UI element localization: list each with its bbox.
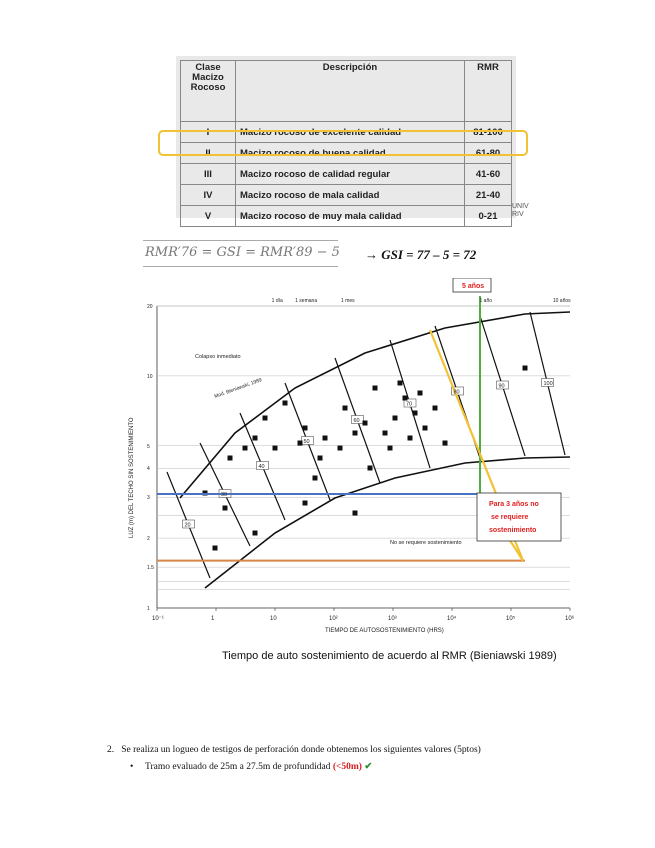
rmr-line-label: 30 <box>221 492 228 498</box>
data-point <box>353 511 358 516</box>
data-point <box>273 446 278 451</box>
data-point <box>303 501 308 506</box>
data-point <box>343 406 348 411</box>
data-point <box>313 476 318 481</box>
data-point <box>353 431 358 436</box>
cell-descripcion: Macizo rocoso de buena calidad <box>236 143 465 164</box>
rmr-standup-time-chart <box>125 278 585 663</box>
rmr-line-label: 40 <box>258 464 265 470</box>
data-point <box>523 366 528 371</box>
y-tick-label: 4 <box>147 466 150 473</box>
data-point <box>338 446 343 451</box>
formula-rule-bottom <box>143 266 338 267</box>
cell-descripcion: Macizo rocoso de excelente calidad <box>236 122 465 143</box>
bullet-dot: • <box>130 762 134 772</box>
formula-gsi-result: → GSI = 77 – 5 = 72 <box>365 247 477 262</box>
y-tick-label: 1.5 <box>147 565 154 572</box>
data-point <box>418 391 423 396</box>
annotation-no-support: No se requiere sostenimiento <box>390 540 462 546</box>
data-point <box>433 406 438 411</box>
data-point <box>398 381 403 386</box>
x-tick-label: 10⁴ <box>447 616 457 622</box>
duration-label: 1 mes <box>341 298 355 304</box>
label-3-anos-3: sostenimiento <box>489 527 537 534</box>
cell-rmr: 21-40 <box>465 185 512 206</box>
bullet-highlight: (<50m) <box>332 762 362 772</box>
y-tick-label: 3 <box>147 495 150 502</box>
data-point <box>408 436 413 441</box>
data-point <box>423 426 428 431</box>
cell-descripcion: Macizo rocoso de mala calidad <box>236 185 465 206</box>
header-descripcion: Descripción <box>236 61 465 122</box>
cell-clase: I <box>181 122 236 143</box>
cell-rmr: 61-80 <box>465 143 512 164</box>
rmr-line-label: 70 <box>406 401 413 408</box>
data-point <box>223 506 228 511</box>
row-highlight-frame <box>158 130 528 156</box>
question-text: Se realiza un logueo de testigos de perforación donde obtenemos los siguientes valores (5ptos) <box>121 745 481 755</box>
label-5-anos: 5 años <box>462 283 485 290</box>
data-point <box>388 446 393 451</box>
cell-descripcion: Macizo rocoso de muy mala calidad <box>236 206 465 227</box>
y-tick-label: 2 <box>147 536 150 543</box>
rmr-line-label: 90 <box>498 383 505 390</box>
data-point <box>213 546 218 551</box>
data-point <box>383 431 388 436</box>
data-point <box>228 456 233 461</box>
data-point <box>393 416 398 421</box>
data-point <box>283 401 288 406</box>
x-tick-label: 1 <box>211 616 215 622</box>
data-point <box>373 386 378 391</box>
x-tick-label: 10² <box>329 616 338 622</box>
cell-clase: V <box>181 206 236 227</box>
y-tick-label: 10 <box>147 373 153 380</box>
formula-rmr-gsi: RMR′76 = GSI = RMR′89 − 5 <box>145 245 340 260</box>
x-axis-label: TIEMPO DE AUTOSOSTENIMIENTO (HRS) <box>325 628 444 634</box>
rmr-line-label: 80 <box>453 389 460 396</box>
data-point <box>403 396 408 401</box>
cell-rmr: 41-60 <box>465 164 512 185</box>
label-3-anos-1: Para 3 años no <box>489 501 539 508</box>
rmr-line-label: 100 <box>543 381 553 387</box>
annotation-mod: Mod. Bieniawski, 1989 <box>213 377 263 400</box>
header-clase: Clase Macizo Rocoso <box>181 61 236 122</box>
rmr-line-label: 60 <box>353 418 360 424</box>
data-point <box>363 421 368 426</box>
rmr-line-label: 20 <box>184 522 191 529</box>
x-tick-label: 10⁻¹ <box>152 616 164 622</box>
data-point <box>253 531 258 536</box>
cell-descripcion: Macizo rocoso de calidad regular <box>236 164 465 185</box>
y-tick-label: 5 <box>147 443 150 450</box>
x-tick-label: 10 <box>270 616 277 622</box>
x-tick-label: 10⁶ <box>565 616 575 622</box>
table-row <box>181 185 512 206</box>
check-icon: ✔ <box>364 762 373 772</box>
formula-rule-top <box>143 240 338 241</box>
table-row <box>181 206 512 227</box>
cell-clase: II <box>181 143 236 164</box>
annotation-collapse: Colapso inmediato <box>195 354 241 360</box>
question-bullet <box>130 761 372 772</box>
rmr-line-label: 50 <box>303 439 310 445</box>
label-3-anos-2: se requiere <box>491 514 529 521</box>
watermark-text: UNIV RIV <box>512 203 529 218</box>
data-point <box>413 411 418 416</box>
duration-label: 1 año <box>479 298 493 304</box>
data-point <box>368 466 373 471</box>
data-point <box>243 446 248 451</box>
header-rmr: RMR <box>465 61 512 122</box>
y-axis-label: LUZ (m) DEL TECHO SIN SOSTENIMIENTO <box>129 417 135 538</box>
y-tick-label: 20 <box>147 304 153 310</box>
y-tick-label: 1 <box>147 606 150 612</box>
data-point <box>323 436 328 441</box>
cell-clase: III <box>181 164 236 185</box>
data-point <box>263 416 268 421</box>
question-number: 2. <box>107 745 115 755</box>
cell-rmr: 81-100 <box>465 122 512 143</box>
x-tick-label: 10³ <box>388 616 397 622</box>
cell-clase: IV <box>181 185 236 206</box>
data-point <box>303 426 308 431</box>
chart-caption: Tiempo de auto sostenimiento de acuerdo al RMR (Bieniawski 1989) <box>222 650 557 662</box>
data-point <box>253 436 258 441</box>
table-row <box>181 164 512 185</box>
duration-label: 1 día <box>271 298 283 304</box>
x-tick-label: 10⁵ <box>506 616 516 622</box>
duration-label: 10 años <box>552 298 571 304</box>
duration-label: 1 semana <box>295 298 318 304</box>
cell-rmr: 0-21 <box>465 206 512 227</box>
data-point <box>298 441 303 446</box>
question-2 <box>107 745 481 755</box>
bullet-text: Tramo evaluado de 25m a 27.5m de profundidad <box>145 762 331 772</box>
data-point <box>318 456 323 461</box>
data-point <box>443 441 448 446</box>
